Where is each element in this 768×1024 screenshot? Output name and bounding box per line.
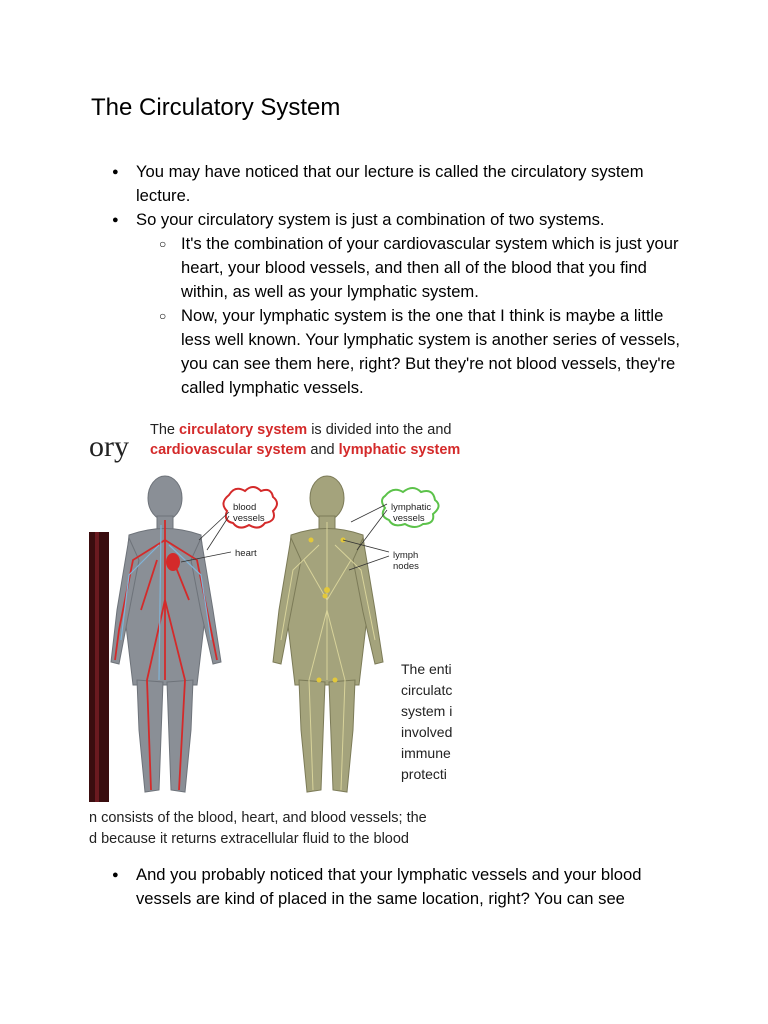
- heart-shape: [166, 553, 180, 571]
- side-text-line: immune: [401, 745, 451, 761]
- list-item: ● You may have noticed that our lecture is called the circulatory system lecture.: [136, 160, 696, 208]
- figure-bottom-caption-line1: n consists of the blood, heart, and blood vessels; the: [89, 810, 427, 826]
- list-item: ● And you probably noticed that your lymphatic vessels and your blood vessels are kind of placed in the same location, right? You can see: [136, 863, 696, 911]
- lymphatic-figure: [273, 476, 383, 792]
- list-item: ● So your circulatory system is just a combination of two systems.: [136, 208, 696, 232]
- side-text-line: involved: [401, 724, 453, 740]
- partial-title: ory: [89, 430, 129, 463]
- label-heart: heart: [235, 548, 257, 559]
- side-text: [401, 661, 452, 782]
- pointer-line: [357, 510, 387, 550]
- circulatory-diagram: [89, 400, 469, 852]
- sub-list-item: ○ Now, your lymphatic system is the one that I think is maybe a little less well known. Your lymphatic system is another series of vessels, you can see them here, right? But they're not blood vessels, they're called lymphatic vessels.: [181, 304, 681, 400]
- pointer-line: [207, 516, 229, 550]
- label-lymph-nodes: lymph: [393, 550, 419, 561]
- side-text-line: circulatc: [401, 682, 453, 698]
- pointer-line: [199, 512, 229, 540]
- background-strip-highlight: [95, 532, 99, 802]
- figure-caption-line1: The circulatory system is divided into the and: [150, 422, 452, 438]
- side-text-line: protecti: [401, 766, 447, 782]
- label-blood-vessels-2: vessels: [233, 513, 265, 524]
- figure-caption-line2: cardiovascular system and lymphatic system: [150, 442, 461, 458]
- pointer-line: [351, 504, 387, 522]
- side-text-line: system i: [401, 703, 453, 719]
- page-title: The Circulatory System: [91, 94, 341, 121]
- label-lymph-nodes-2: nodes: [393, 561, 419, 572]
- label-lymphatic-vessels: lymphatic: [391, 502, 432, 513]
- label-blood-vessels: blood: [233, 502, 257, 513]
- figure-bottom-caption-line2: d because it returns extracellular fluid to the blood: [89, 831, 409, 847]
- cardiovascular-figure: [111, 476, 221, 792]
- circulatory-system-figure: [89, 400, 469, 852]
- side-text-line: The enti: [401, 661, 452, 677]
- label-lymphatic-vessels-2: vessels: [393, 513, 425, 524]
- sub-list-item: ○ It's the combination of your cardiovascular system which is just your heart, your blood vessels, and then all of the blood that you find within, as well as your lymphatic system.: [181, 232, 681, 304]
